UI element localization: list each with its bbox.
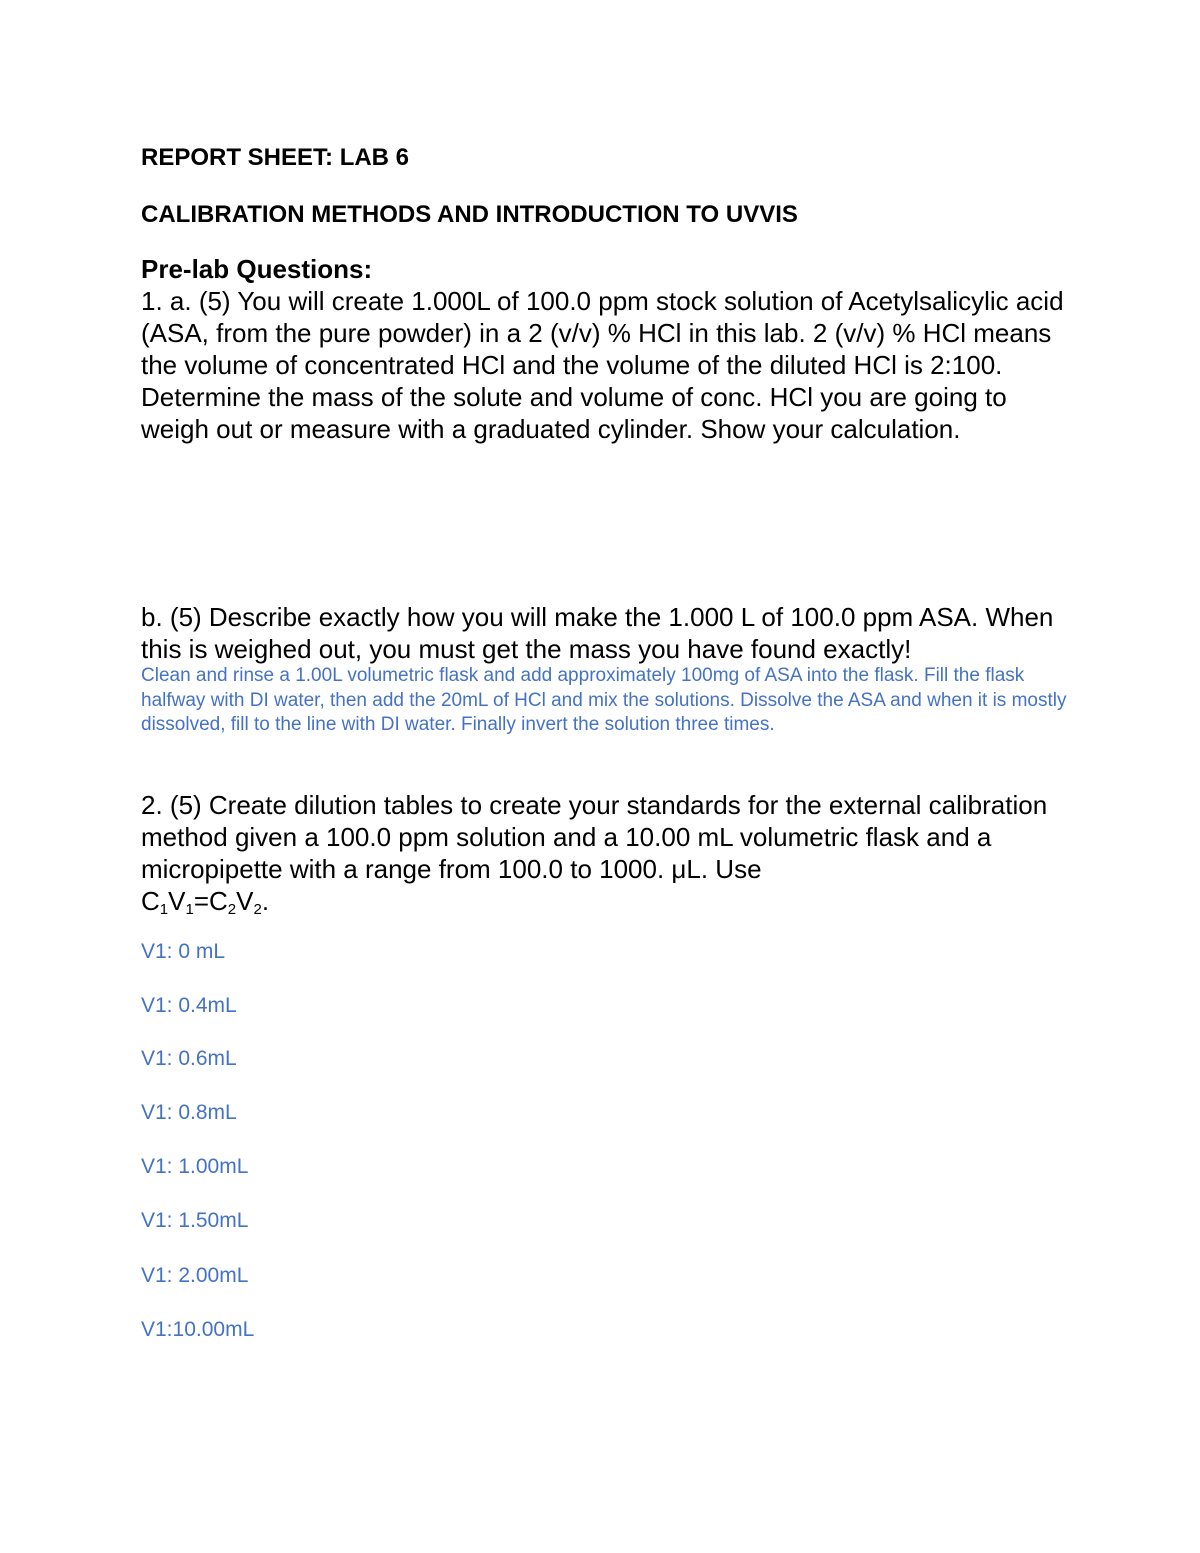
- v1-value: V1: 0.6mL: [141, 1047, 237, 1070]
- question-1a: 1. a. (5) You will create 1.000L of 100.0 ppm stock solution of Acetylsalicylic acid (ASA, from the pure powder) in a 2 (v/v) % HCl in this lab. 2 (v/v) % HCl means the volume of concentrated HCl and the volume of the diluted HCl is 2:100. Determine the mass of the solute and volume of conc. HCl you are going to weigh out or measure with a graduated cylinder. Show your calculation.: [141, 286, 1064, 444]
- question-2-text: 2. (5) Create dilution tables to create your standards for the external calibration method given a 100.0 ppm solution and a 10.00 mL volumetric flask and a micropipette with a range from 100.0 to 1000. μL. Use: [141, 790, 1048, 884]
- v1-value: V1: 0.4mL: [141, 994, 237, 1017]
- prelab-section: [141, 253, 1071, 445]
- question-1b: b. (5) Describe exactly how you will make the 1.000 L of 100.0 ppm ASA. When this is weighed out, you must get the mass you have found exactly!: [141, 602, 1054, 664]
- formula-c1v1-c2v2: $C_1V_1=C_2V_2$.: [141, 886, 270, 918]
- v1-value: V1: 1.50mL: [141, 1209, 249, 1232]
- v1-value: V1: 0.8mL: [141, 1101, 237, 1124]
- answer-1b: Clean and rinse a 1.00L volumetric flask and add approximately 100mg of ASA into the flask. Fill the flask halfway with DI water, then add the 20mL of HCl and mix the solutions. Dissolve the ASA and when it is mostly dissolved, fill to the line with DI water. Finally invert the solution three times.: [141, 665, 1067, 736]
- report-subtitle: CALIBRATION METHODS AND INTRODUCTION TO UVVIS: [141, 201, 798, 228]
- report-title: REPORT SHEET: LAB 6: [141, 144, 410, 171]
- v1-value: V1: 2.00mL: [141, 1264, 249, 1287]
- question-2: [141, 789, 1071, 922]
- v1-value: V1: 0 mL: [141, 940, 226, 963]
- prelab-heading: Pre-lab Questions:: [141, 254, 373, 284]
- v1-value: V1: 1.00mL: [141, 1155, 249, 1178]
- v1-value: V1:10.00mL: [141, 1318, 255, 1341]
